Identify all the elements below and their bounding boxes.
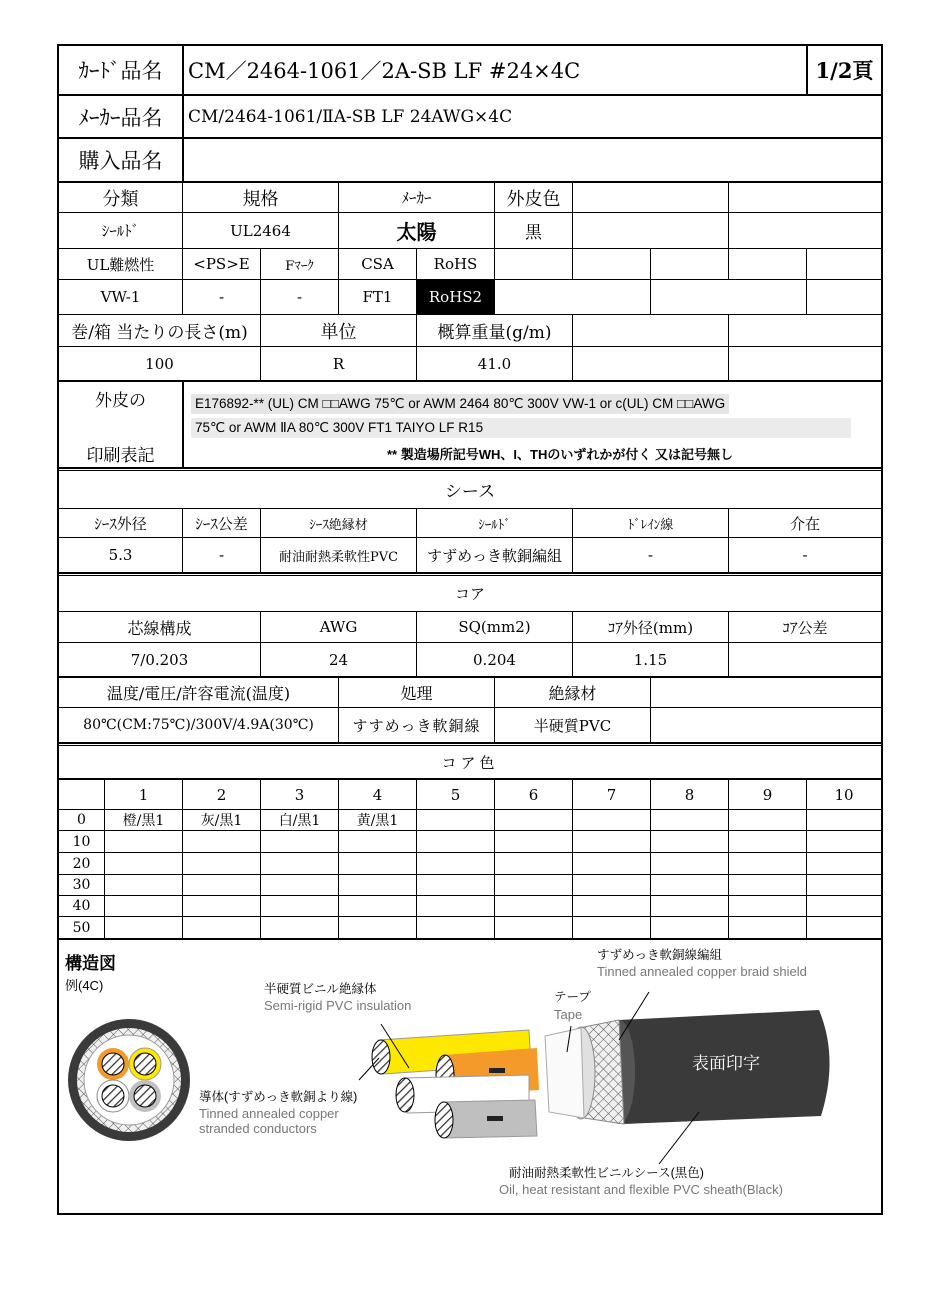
tape-side (545, 1028, 584, 1118)
sheath-value: すずめっき軟銅編組 (426, 546, 562, 565)
diagram-title: 構造図 (65, 954, 116, 973)
flame-value: VW-1 (100, 288, 141, 306)
color-row-header: 50 (72, 919, 91, 936)
maker-label: ﾒｰｶｰ (401, 189, 432, 207)
jacket-color-value: 黒 (525, 223, 542, 243)
sheath-value: 5.3 (108, 546, 133, 564)
cable-structure-diagram (59, 940, 881, 1215)
core-color-title: コア色 (441, 753, 499, 772)
col-line (572, 182, 573, 279)
length-value: 100 (145, 354, 174, 373)
color-col-header: 1 (138, 785, 149, 804)
core-header: ｺｱ外径(mm) (607, 618, 694, 637)
conductor-label-jp: 導体(すずめっき軟銅より線) (199, 1090, 358, 1104)
csa-label: CSA (361, 255, 394, 273)
col-line (494, 248, 495, 314)
color-col-header: 3 (294, 785, 305, 804)
fmark-value: - (296, 288, 303, 306)
col-line (728, 182, 729, 279)
sheath-label-jp: 耐油耐熱柔軟性ビニルシース(黒色) (509, 1166, 704, 1180)
conductor-label-en-1: Tinned annealed copper (199, 1106, 339, 1121)
core-value: 1.15 (633, 650, 668, 669)
unit-value: R (332, 354, 345, 373)
length-label: 巻/箱 当たりの長さ(m) (71, 323, 248, 343)
sheath-title: シース (444, 482, 496, 502)
color-row-header: 0 (77, 812, 86, 828)
core2-header: 処理 (400, 684, 433, 703)
sheath-value: 耐油耐熱柔軟性PVC (278, 549, 399, 565)
class-value: ｼｰﾙﾄﾞ (101, 222, 140, 240)
core2-value: 半硬質PVC (533, 716, 612, 735)
purchase-name-value (184, 139, 879, 181)
card-name-label: ｶｰﾄﾞ品名 (78, 59, 163, 83)
flame-label: UL難燃性 (86, 255, 155, 274)
maker-name-label: ﾒｰｶｰ品名 (78, 105, 163, 130)
insulation-label-en: Semi-rigid PVC insulation (264, 998, 412, 1013)
tape-label-en: Tape (554, 1007, 583, 1022)
col-line (806, 248, 807, 314)
braid-label-jp: すずめっき軟銅線編組 (597, 948, 723, 962)
unit-label: 単位 (320, 321, 357, 343)
core-color-cell: 灰/黒1 (200, 813, 243, 829)
sheath-header: ﾄﾞﾚｲﾝ線 (627, 517, 674, 533)
sheath-header: ｼｰｽ外径 (94, 514, 147, 533)
weight-label: 概算重量(g/m) (437, 323, 552, 343)
insulation-label-jp: 半硬質ビニル絶縁体 (264, 982, 377, 996)
color-col-header: 8 (684, 785, 695, 804)
color-col-header: 4 (372, 785, 383, 804)
color-col-header: 7 (606, 785, 617, 804)
sheath-value: - (647, 546, 654, 564)
color-row-header: 10 (72, 833, 91, 850)
core-header: ｺｱ公差 (782, 618, 828, 637)
fmark-label: Fﾏｰｸ (285, 258, 314, 274)
core-value: 7/0.203 (130, 650, 189, 669)
tape-label-jp: テープ (554, 990, 591, 1004)
col-line (650, 678, 651, 743)
jacket-color-label: 外皮色 (506, 188, 561, 210)
color-row-header: 30 (72, 877, 91, 893)
row-line (59, 742, 881, 744)
printing-line-2: 75℃ or AWM ⅡA 80℃ 300V FT1 TAIYO LF R15 (191, 418, 851, 438)
rohs-value: RoHS2 (417, 280, 494, 314)
rohs-label: RoHS (433, 255, 478, 273)
core-header: AWG (319, 618, 358, 636)
weight-value: 41.0 (477, 354, 512, 373)
braid-label-en: Tinned annealed copper braid shield (597, 964, 807, 979)
purchase-name-label: 購入品名 (78, 149, 163, 173)
cross-section-tape (84, 1035, 174, 1125)
color-row-header: 20 (72, 855, 91, 872)
core2-value: 80℃(CM:75℃)/300V/4.9A(30℃) (83, 717, 314, 733)
standard-label: 規格 (242, 188, 279, 210)
core-color-cell: 黄/黒1 (356, 813, 399, 829)
core2-header: 絶縁材 (548, 684, 597, 703)
sheath-header: ｼｰﾙﾄﾞ (478, 517, 511, 533)
printing-label-bottom: 印刷表記 (86, 445, 155, 466)
maker-value: 太陽 (396, 220, 437, 244)
pse-value: - (218, 288, 225, 306)
core-header: 芯線構成 (127, 618, 192, 638)
core-color-cell: 白/黒1 (278, 813, 321, 829)
conductor-label-en-2: stranded conductors (199, 1121, 317, 1136)
core-value: 24 (328, 650, 349, 669)
color-col-header: 2 (216, 785, 227, 804)
col-line (650, 248, 651, 314)
col-line (728, 314, 729, 381)
core-value: 0.204 (473, 650, 516, 669)
page-number: 1/2頁 (815, 58, 874, 83)
card-name-value: CM／2464-1061／2A-SB LF #24×4C (188, 59, 581, 83)
sheath-label-en: Oil, heat resistant and flexible PVC sheath(Black) (499, 1182, 783, 1197)
sheath-header: 介在 (789, 514, 820, 533)
color-col-header: 10 (834, 785, 854, 804)
surface-print-label: 表面印字 (692, 1054, 760, 1073)
printing-label-top: 外皮の (95, 390, 146, 411)
spec-sheet (57, 44, 883, 1215)
color-row-header: 40 (72, 898, 91, 914)
sheath-value: - (218, 546, 225, 564)
color-col-header: 5 (450, 785, 461, 804)
class-label: 分類 (102, 188, 139, 210)
col-line (182, 382, 184, 468)
core-color-cell: 橙/黒1 (122, 813, 165, 829)
sheath-header: ｼｰｽ公差 (195, 514, 248, 533)
core-value (729, 643, 881, 676)
sheath-value: - (802, 546, 808, 564)
pse-label: <PS>E (193, 255, 250, 273)
cross-section (68, 1019, 190, 1141)
core-header: SQ(mm2) (458, 618, 531, 636)
maker-name-value: CM/2464-1061/ⅡA-SB LF 24AWG×4C (188, 106, 513, 127)
standard-value: UL2464 (230, 221, 291, 240)
core2-value: すすめっき軟銅線 (352, 716, 481, 735)
printing-line-1: E176892-** (UL) CM □□AWG 75℃ or AWM 2464 80℃ 300V VW-1 or c(UL) CM □□AWG (191, 394, 729, 414)
core2-header: 温度/電圧/許容電流(温度) (106, 684, 291, 703)
color-col-header: 9 (762, 785, 773, 804)
col-line (572, 314, 573, 381)
csa-value: FT1 (362, 288, 393, 306)
sheath-header: ｼｰｽ絶縁材 (309, 517, 368, 533)
diagram-example: 例(4C) (65, 978, 104, 993)
color-col-header: 6 (528, 785, 539, 804)
core-title: コア (454, 585, 485, 603)
printing-note: ** 製造場所記号WH、I、THのいずれかが付く 又は記号無し (387, 447, 733, 462)
cable-side-view (372, 1010, 830, 1138)
